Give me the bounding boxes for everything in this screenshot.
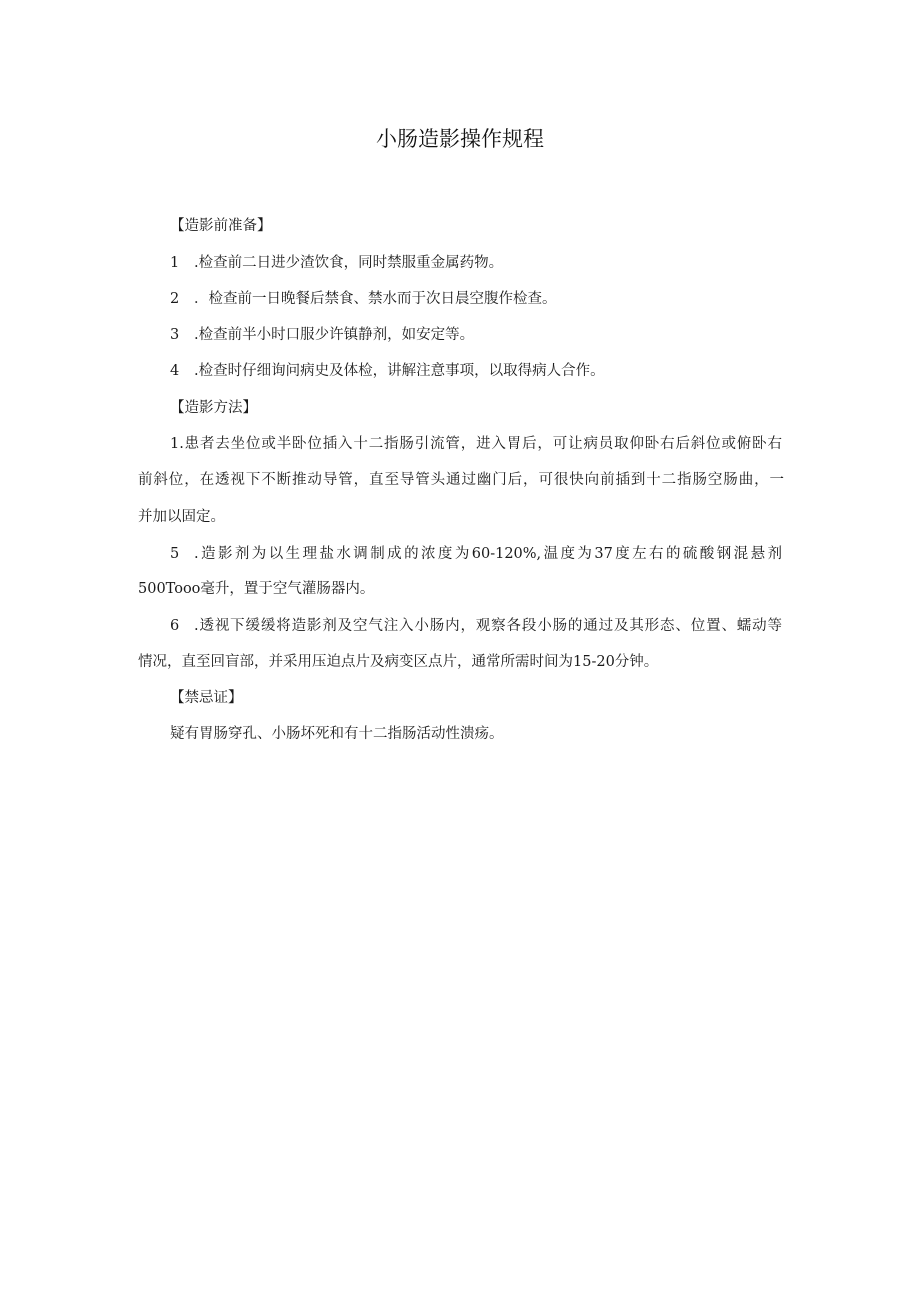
item-number: 4 [170,363,180,379]
prep-item-1 [170,253,503,273]
item-text: ．检查前一日晚餐后禁食、禁水而于次日晨空腹作检查。 [194,291,557,307]
prep-item-4 [170,361,605,381]
method-p5-line1 [170,544,782,564]
item-text: .检查前二日进少渣饮食，同时禁服重金属药物。 [194,255,504,271]
method-p5-line2: 500Tooo毫升，置于空气灌肠器内。 [138,581,375,597]
item-number: 2 [170,291,180,307]
item-number: 3 [170,327,180,343]
item-text: .透视下缓缓将造影剂及空气注入小肠内，观察各段小肠的通过及其形态、位置、蠕动等 [194,618,782,634]
method-p6-line2: 情况，直至回盲部，并采用压迫点片及病变区点片，通常所需时间为15-20分钟。 [138,654,659,670]
method-p1-line1: 1.患者去坐位或半卧位插入十二指肠引流管，进入胃后，可让病员取仰卧右后斜位或俯卧右 [170,436,782,452]
method-p6-line1 [170,616,782,636]
prep-item-2 [170,289,557,309]
section-heading-prep: 【造影前准备】 [170,218,272,234]
item-text: .造影剂为以生理盐水调制成的浓度为60-120%,温度为37度左右的硫酸钢混悬剂 [194,546,782,562]
section-heading-method: 【造影方法】 [170,400,257,416]
section-heading-contra: 【禁忌证】 [170,690,243,706]
contra-text: 疑有胃肠穿孔、小肠坏死和有十二指肠活动性溃疡。 [170,726,504,742]
method-p1-line2: 前斜位，在透视下不断推动导管，直至导管头通过幽门后，可很快向前插到十二指肠空肠曲，一 [138,472,784,488]
item-text: .检查时仔细询问病史及体检，讲解注意事项，以取得病人合作。 [194,363,605,379]
item-text: .检查前半小时口服少许镇静剂，如安定等。 [194,327,475,343]
item-number: 6 [170,618,180,634]
item-number: 5 [170,546,180,562]
page-title: 小肠造影操作规程 [376,127,544,151]
prep-item-3 [170,325,474,345]
method-p1-line3: 并加以固定。 [138,509,225,525]
item-number: 1 [170,255,180,271]
